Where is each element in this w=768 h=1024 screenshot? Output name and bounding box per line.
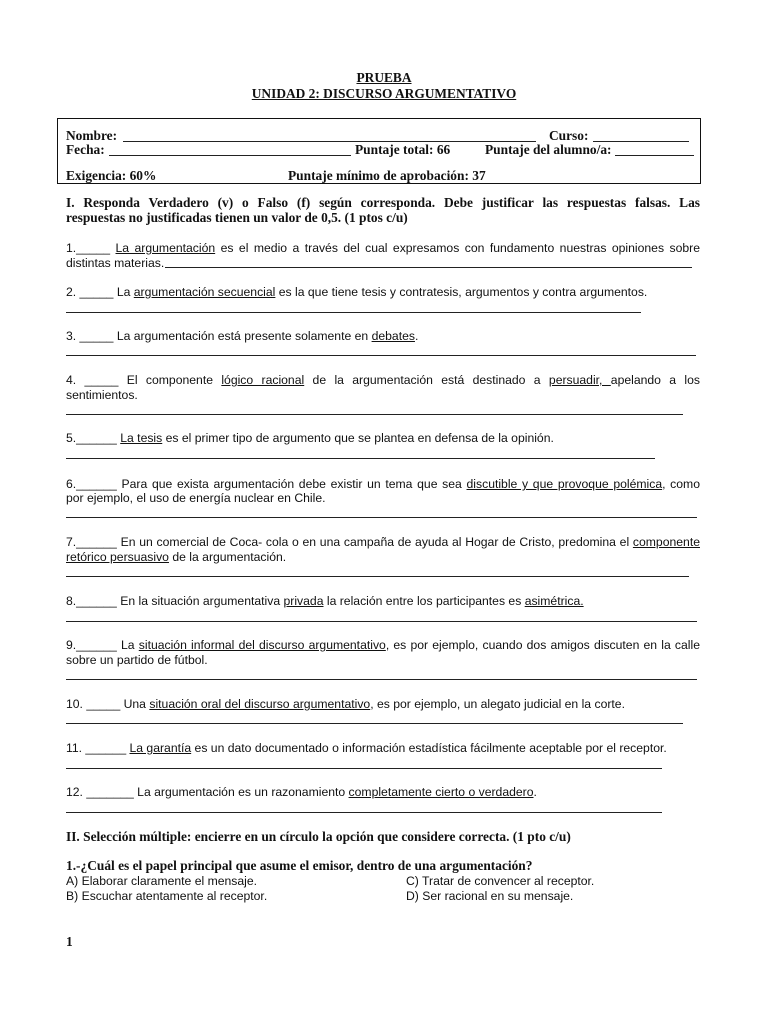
- answer-line: [66, 355, 696, 356]
- item-statement: de la argumentación.: [168, 550, 287, 564]
- answer-line: [66, 576, 689, 577]
- item-statement: la relación entre los participantes es: [323, 594, 525, 608]
- item-number-blank: 3. _____ La argumentación está presente solamente en: [66, 329, 372, 343]
- underlined-concept: La tesis: [120, 431, 163, 445]
- date-label: Fecha:: [66, 142, 105, 157]
- underlined-concept: argumentación secuencial: [133, 285, 276, 299]
- item-number-blank: 11. ______: [66, 741, 130, 755]
- underlined-concept: situación oral del discurso argumentativo: [149, 697, 371, 711]
- document-title: PRUEBA: [356, 70, 412, 85]
- answer-line: [66, 679, 697, 680]
- item-line: [66, 430, 700, 446]
- underlined-concept: asimétrica.: [524, 594, 584, 608]
- item-statement: es el medio a través del cual expresamos con fundamento nuestras opiniones sobre: [215, 241, 700, 255]
- item-line: [66, 593, 700, 609]
- underlined-concept: La argumentación: [115, 241, 216, 255]
- item-statement: apelando a los: [610, 373, 700, 387]
- item-statement: .: [414, 329, 419, 343]
- item-statement: , es por ejemplo, cuando dos amigos discuten en la calle: [385, 638, 700, 652]
- item-number-blank: 6.______ Para que exista argumentación debe existir un tema que sea: [66, 477, 467, 491]
- item-line: [66, 696, 700, 712]
- item-line: [66, 637, 700, 653]
- item-statement: de la argumentación está destinado a: [304, 373, 549, 387]
- item-line: [66, 240, 700, 256]
- item-number-blank: 7.______ En un comercial de Coca- cola o en una campaña de ayuda al Hogar de Cristo, predomina el: [66, 535, 633, 549]
- answer-line: [66, 517, 697, 518]
- item-line: [66, 784, 700, 800]
- item-statement: , como: [662, 477, 700, 491]
- item-line: [66, 372, 700, 388]
- item-line: [66, 284, 700, 300]
- item-number-blank: 2. _____ La: [66, 285, 134, 299]
- item-line: [66, 652, 700, 668]
- item-number-blank: 8.______ En la situación argumentativa: [66, 594, 284, 608]
- item-statement: sentimientos.: [66, 388, 138, 402]
- document-subtitle: UNIDAD 2: DISCURSO ARGUMENTATIVO: [251, 86, 517, 101]
- item-number-blank: 10. _____ Una: [66, 697, 150, 711]
- option-b: B) Escuchar atentamente al receptor.: [66, 889, 268, 903]
- total-score: Puntaje total: 66: [355, 142, 451, 157]
- name-label: Nombre:: [66, 128, 118, 143]
- option-c: C) Tratar de convencer al receptor.: [406, 874, 595, 888]
- date-blank: [109, 155, 351, 156]
- answer-line: [66, 812, 662, 813]
- item-number-blank: 9.______ La: [66, 638, 139, 652]
- answer-line: [66, 458, 655, 459]
- item-line: [66, 328, 700, 344]
- item-statement: es un dato documentado o información estadística fácilmente aceptable por el receptor.: [191, 741, 667, 755]
- course-label: Curso:: [549, 128, 589, 143]
- item-statement: por ejemplo, el uso de energía nuclear en Chile.: [66, 491, 326, 505]
- section-2-instructions: II. Selección múltiple: encierre en un círculo la opción que considere correcta. (1 pto c/u): [66, 829, 571, 844]
- underlined-concept: completamente cierto o verdadero: [348, 785, 534, 799]
- option-d: D) Ser racional en su mensaje.: [406, 889, 574, 903]
- underlined-concept: retórico persuasivo: [66, 550, 169, 564]
- answer-line: [66, 312, 641, 313]
- page-number: 1: [66, 934, 73, 949]
- item-line: [66, 740, 700, 756]
- item-number-blank: 12. _______ La argumentación es un razonamiento: [66, 785, 349, 799]
- item-line: [66, 387, 700, 403]
- answer-line: [165, 255, 692, 268]
- answer-line: [66, 723, 683, 724]
- answer-line: [66, 768, 662, 769]
- underlined-concept: debates: [371, 329, 415, 343]
- student-score-label: Puntaje del alumno/a:: [485, 142, 612, 157]
- question-prompt: 1.-¿Cuál es el papel principal que asume el emisor, dentro de una argumentación?: [66, 858, 533, 873]
- item-number-blank: 4. _____ El componente: [66, 373, 222, 387]
- item-line: [66, 549, 700, 565]
- answer-line: [66, 414, 683, 415]
- item-statement: es la que tiene tesis y contratesis, argumentos y contra argumentos.: [275, 285, 648, 299]
- instructions-line: respuestas no justificadas tienen un valor de 0,5. (1 ptos c/u): [66, 210, 408, 225]
- underlined-concept: lógico racional: [221, 373, 305, 387]
- student-score-blank: [615, 155, 694, 156]
- underlined-concept: privada: [283, 594, 324, 608]
- minimum-score: Puntaje mínimo de aprobación: 37: [288, 168, 486, 183]
- item-line: [66, 534, 700, 550]
- underlined-concept: componente: [632, 535, 700, 549]
- name-blank: [123, 141, 536, 142]
- item-statement: es el primer tipo de argumento que se plantea en defensa de la opinión.: [162, 431, 554, 445]
- requirement: Exigencia: 60%: [66, 168, 157, 183]
- instructions-line: I. Responda Verdadero (v) o Falso (f) según corresponda. Debe justificar las respuestas falsas. Las: [66, 195, 700, 210]
- underlined-concept: La garantía: [129, 741, 192, 755]
- item-line: [66, 255, 692, 271]
- underlined-concept: persuadir,: [548, 373, 611, 387]
- underlined-concept: situación informal del discurso argumentativo: [138, 638, 386, 652]
- underlined-concept: discutible y que provoque polémica: [466, 477, 663, 491]
- item-statement: .: [533, 785, 537, 799]
- item-statement: , es por ejemplo, un alegato judicial en la corte.: [370, 697, 625, 711]
- item-statement: sobre un partido de fútbol.: [66, 653, 208, 667]
- item-number-blank: 5.______: [66, 431, 121, 445]
- item-line: [66, 490, 700, 506]
- option-a: A) Elaborar claramente el mensaje.: [66, 874, 258, 888]
- item-number-blank: 1._____: [66, 241, 116, 255]
- item-statement: distintas materias.: [66, 256, 165, 270]
- answer-line: [66, 621, 697, 622]
